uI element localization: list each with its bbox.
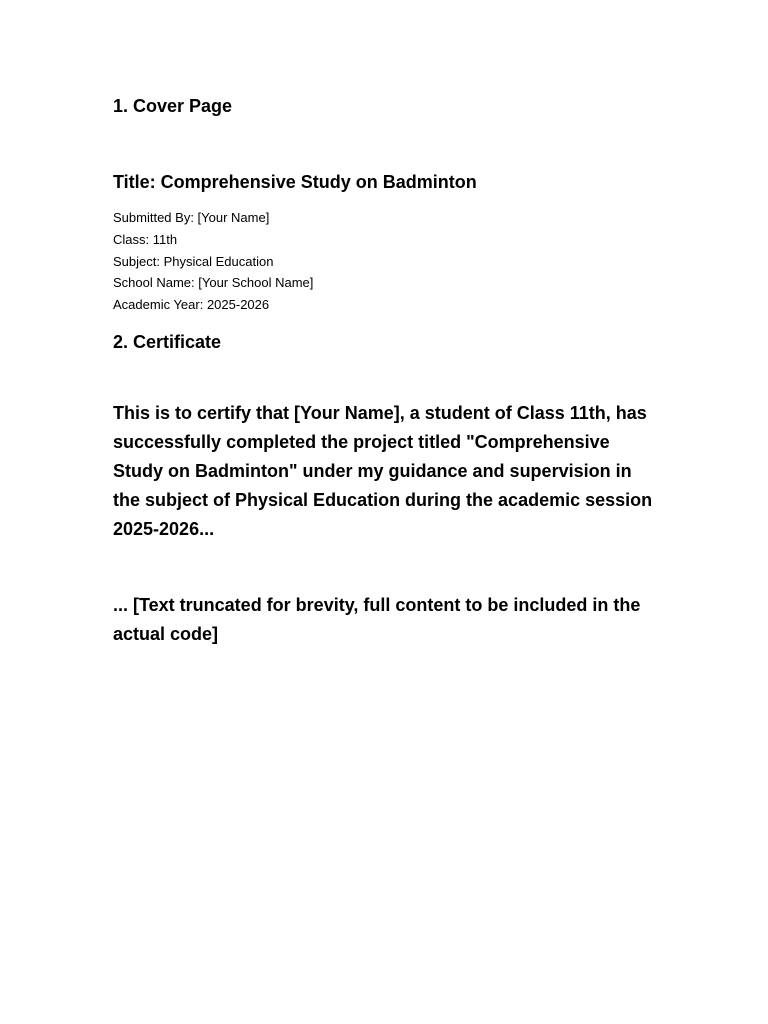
academic-year-line: Academic Year: 2025-2026 [113, 297, 270, 313]
certificate-paragraph: This is to certify that [Your Name], a student of Class 11th, has successfully completed the project titled "Comprehensive Study on Badminton" under my guidance and supervision in the subject of Physical Education during the academic session 2025-2026... [113, 402, 653, 539]
subject-line: Subject: Physical Education [113, 253, 274, 269]
school-name-line: School Name: [Your School Name] [113, 275, 314, 291]
class-line: Class: 11th [113, 231, 178, 247]
certificate-heading: 2. Certificate [113, 331, 222, 352]
cover-details-list [113, 207, 658, 316]
truncation-note: ... [Text truncated for brevity, full content to be included in the actual code] [113, 594, 641, 644]
cover-page-heading: 1. Cover Page [113, 96, 233, 116]
submitted-by-line: Submitted By: [Your Name] [113, 210, 270, 225]
document-content [113, 93, 658, 649]
document-title: Title: Comprehensive Study on Badminton [113, 172, 477, 192]
